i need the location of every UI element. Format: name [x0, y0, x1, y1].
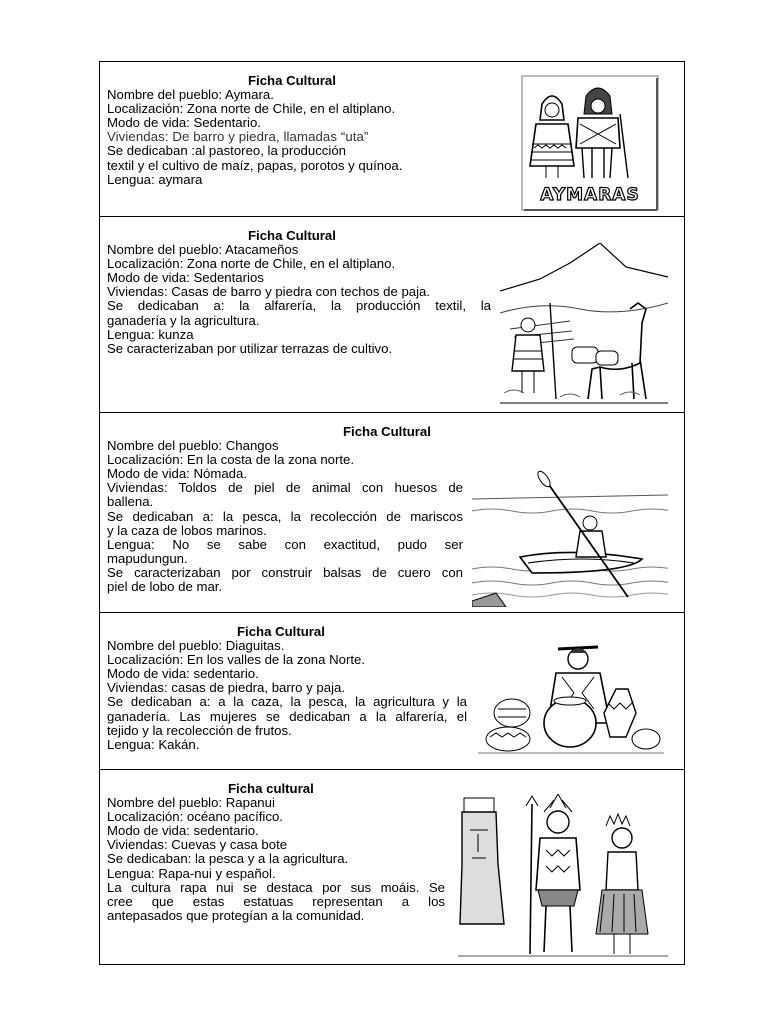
card-line-feature-cont: cree que estas estatuas representan a los [107, 893, 445, 909]
card-line-location: Localización: océano pacífico. [107, 809, 283, 825]
card-line-name: Nombre del pueblo: Atacameños [107, 242, 299, 258]
rapanui-illustration [458, 794, 668, 962]
atacameno-llama-drawing [500, 243, 668, 409]
card-line-name: Nombre del pueblo: Changos [107, 438, 279, 454]
card-text [107, 74, 402, 187]
card-line-feature: Se caracterizaban por utilizar terrazas de cultivo. [107, 340, 393, 356]
card-line-feature: La cultura rapa nui se destaca por sus moáis. Se [107, 879, 445, 895]
card-line-activities-cont2: tejido y la recolección de frutos. [107, 722, 292, 738]
card-line-housing: Viviendas: Cuevas y casa bote [107, 837, 288, 853]
changos-illustration [472, 465, 668, 607]
card-line-activities-cont: ganadería. Las mujeres se dedicaban a la alfarería, el [107, 708, 467, 724]
card-changos [100, 413, 684, 613]
rapanui-moai-people-drawing [458, 794, 668, 962]
card-line-lifestyle: Modo de vida: sedentario. [107, 823, 259, 839]
card-line-lifestyle: Modo de vida: Nómada. [107, 466, 248, 482]
card-line-language: Lengua: aymara [107, 171, 203, 187]
atacamenos-illustration [500, 243, 668, 409]
card-line-lifestyle: Modo de vida: sedentario. [107, 666, 259, 682]
card-text [107, 625, 467, 752]
card-line-feature: Se caracterizaban por construir balsas de cuero con [107, 564, 463, 580]
diaguitas-illustration [478, 633, 664, 761]
card-line-lifestyle: Modo de vida: Sedentarios [107, 270, 264, 286]
card-text [107, 425, 463, 594]
card-line-language: Lengua: Kakán. [107, 736, 200, 752]
card-line-name: Nombre del pueblo: Aymara. [107, 87, 274, 103]
card-line-activities-cont: ganadería y la agricultura. [107, 312, 260, 328]
card-title: Ficha Cultural [343, 424, 431, 439]
card-line-activities-cont: textil y el cultivo de maíz, papas, porotos y quínoa. [107, 157, 403, 173]
card-aymara [100, 62, 684, 217]
card-line-activities: Se dedicaban :al pastoreo, la producción [107, 143, 347, 159]
aymaras-logo-text: AYMARAS [540, 185, 640, 205]
card-line-activities: Se dedicaban a: la pesca, la recolección de mariscos [107, 508, 463, 524]
card-title: Ficha Cultural [248, 73, 336, 88]
card-atacamenos [100, 217, 684, 413]
card-line-housing: Viviendas: Toldos de piel de animal con huesos de [107, 480, 463, 496]
card-line-language: Lengua: kunza [107, 326, 194, 342]
card-line-location: Localización: Zona norte de Chile, en el altiplano. [107, 101, 396, 117]
card-rapanui [100, 770, 684, 964]
card-text [107, 782, 445, 923]
card-line-activities: Se dedicaban: la pesca y a la agricultura. [107, 851, 349, 867]
card-line-location: Localización: Zona norte de Chile, en el altiplano. [107, 256, 396, 272]
card-line-language-cont: mapudungun. [107, 550, 188, 566]
card-line-language: Lengua: Rapa-nui y español. [107, 865, 276, 881]
card-line-housing: Viviendas: casas de piedra, barro y paja. [107, 680, 346, 696]
card-title: Ficha Cultural [237, 624, 325, 639]
card-title: Ficha Cultural [248, 228, 336, 243]
card-line-language: Lengua: No se sabe con exactitud, pudo ser [107, 536, 463, 552]
chango-raft-drawing [472, 465, 668, 607]
aymara-illustration [520, 74, 660, 212]
card-line-location: Localización: En los valles de la zona Norte. [107, 652, 366, 668]
card-line-housing: Viviendas: Casas de barro y piedra con techos de paja. [107, 284, 431, 300]
card-line-activities-cont: y la caza de lobos marinos. [107, 522, 267, 538]
aymara-couple-drawing [520, 74, 660, 212]
card-title: Ficha cultural [228, 781, 314, 796]
card-line-housing: Viviendas: De barro y piedra, llamadas “uta” [107, 129, 369, 145]
card-line-feature-cont: piel de lobo de mar. [107, 579, 223, 595]
card-text [107, 229, 491, 356]
card-line-name: Nombre del pueblo: Diaguitas. [107, 638, 285, 654]
card-line-activities: Se dedicaban a: a la caza, la pesca, la agricultura y la [107, 694, 467, 710]
culture-cards-sheet [99, 61, 685, 965]
card-line-housing-cont: ballena. [107, 494, 154, 510]
card-line-lifestyle: Modo de vida: Sedentario. [107, 115, 261, 131]
card-diaguitas [100, 613, 684, 770]
diaguita-potter-drawing [478, 633, 664, 761]
card-line-activities: Se dedicaban a: la alfarería, la producción textil, la [107, 298, 491, 314]
card-line-name: Nombre del pueblo: Rapanui [107, 795, 275, 811]
card-line-location: Localización: En la costa de la zona norte. [107, 452, 355, 468]
card-line-feature-cont2: antepasados que protegían a la comunidad. [107, 907, 365, 923]
